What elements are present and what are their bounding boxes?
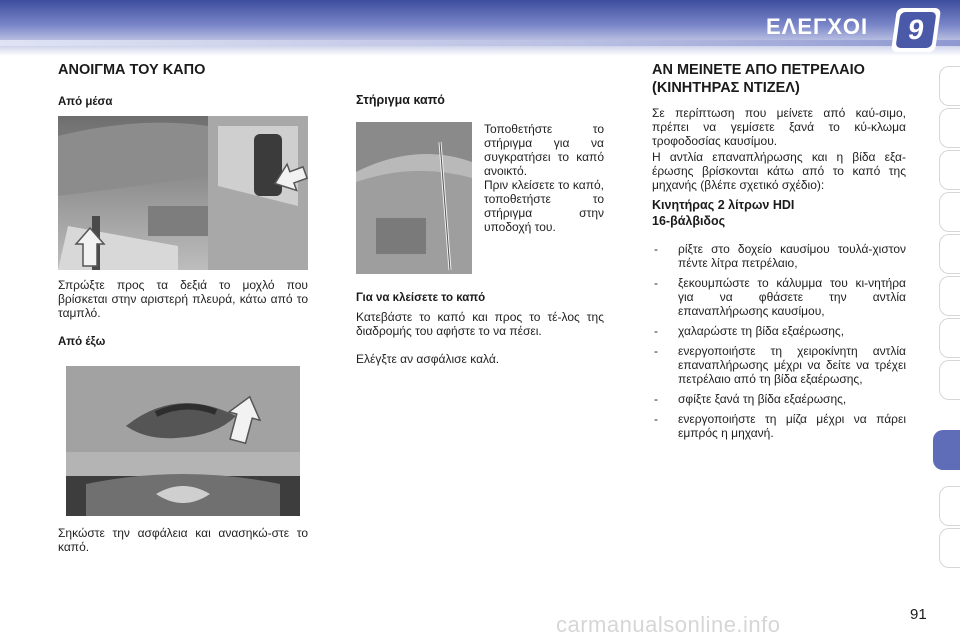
- close-instruction-1: Κατεβάστε το καπό και προς το τέ-λος της διαδρομής του αφήστε το να πέσει.: [356, 310, 604, 338]
- priming-steps-list: [652, 242, 906, 446]
- side-tab[interactable]: [939, 192, 960, 232]
- section-title-run-out-of-fuel: ΑΝ ΜΕΙΝΕΤΕ ΑΠΟ ΠΕΤΡΕΛΑΙΟ: [652, 62, 865, 78]
- list-item: - ρίξτε στο δοχείο καυσίμου τουλά-χιστον πέντε λίτρα πετρέλαιο,: [652, 242, 906, 270]
- side-tab[interactable]: [939, 486, 960, 526]
- side-tab[interactable]: [939, 318, 960, 358]
- photo-interior-release-lever: [58, 116, 308, 270]
- section-title-diesel-engine: (ΚΙΝΗΤΗΡΑΣ ΝΤΙΖΕΛ): [652, 80, 800, 96]
- close-instruction-2: Ελέγξτε αν ασφάλισε καλά.: [356, 352, 500, 366]
- side-tab[interactable]: [939, 108, 960, 148]
- inside-instruction-text: Σπρώξτε προς τα δεξιά το μοχλό που βρίσκεται στην αριστερή πλευρά, κάτω από το ταμπλό.: [58, 278, 308, 320]
- side-tab[interactable]: [939, 150, 960, 190]
- page-number: 91: [910, 606, 927, 623]
- side-tab[interactable]: [939, 234, 960, 274]
- subheading-from-inside: Από μέσα: [58, 96, 113, 108]
- support-instruction-2: Πριν κλείσετε το καπό, τοποθετήστε το στήριγμα στην υποδοχή του.: [484, 178, 604, 234]
- outside-instruction-text: Σηκώστε την ασφάλεια και ανασηκώ-στε το καπό.: [58, 526, 308, 554]
- side-tab[interactable]: [939, 360, 960, 400]
- section-title-open-bonnet: ΑΝΟΙΓΜΑ ΤΟΥ ΚΑΠΟ: [58, 62, 206, 78]
- subheading-engine-valves: 16-βάλβιδος: [652, 214, 726, 228]
- list-item: - ενεργοποιήστε τη χειροκίνητη αντλία επαναπλήρωσης μέχρι να δείτε να τρέχει πετρέλαιο από τη βίδα εξαέρωσης,: [652, 344, 906, 386]
- list-item: - σφίξτε ξανά τη βίδα εξαέρωσης,: [652, 392, 906, 406]
- side-tab[interactable]: [939, 528, 960, 568]
- watermark: carmanualsonline.info: [556, 612, 781, 637]
- subheading-to-close-bonnet: Για να κλείσετε το καπό: [356, 292, 486, 304]
- side-tab[interactable]: [939, 276, 960, 316]
- header-band: [0, 40, 960, 46]
- list-item: - χαλαρώστε τη βίδα εξαέρωσης,: [652, 324, 906, 338]
- subheading-engine: Κινητήρας 2 λίτρων HDI: [652, 198, 795, 212]
- chapter-number-badge: [891, 8, 941, 52]
- chapter-side-tabs: [934, 66, 960, 576]
- fuel-paragraph-1: Σε περίπτωση που μείνετε από καύ-σιμο, πρέπει να γεμίσετε ξανά το κύ-κλωμα τροφοδοσίας καυσίμου.: [652, 106, 906, 148]
- side-tab-active[interactable]: [933, 430, 960, 470]
- support-instruction-1: Τοποθετήστε το στήριγμα για να συγκρατήσει το καπό ανοικτό.: [484, 122, 604, 178]
- list-item: - ξεκουμπώστε το κάλυμμα του κι-νητήρα για να φθάσετε την αντλία επαναπλήρωσης καυσίμου,: [652, 276, 906, 318]
- section-title-bonnet-support: Στήριγμα καπό: [356, 93, 445, 107]
- photo-bonnet-safety-catch: [66, 366, 300, 516]
- side-tab[interactable]: [939, 66, 960, 106]
- subheading-from-outside: Από έξω: [58, 336, 106, 348]
- fuel-paragraph-2: Η αντλία επαναπλήρωσης και η βίδα εξα-έρωσης βρίσκονται κάτω από το καπό της μηχανής (βλέπε σχετικό σχέδιο):: [652, 150, 906, 192]
- list-item: - ενεργοποιήστε τη μίζα μέχρι να πάρει εμπρός η μηχανή.: [652, 412, 906, 440]
- chapter-number: 9: [895, 12, 936, 48]
- chapter-title: ΕΛΕΓΧΟΙ: [766, 14, 869, 39]
- photo-bonnet-support-rod: [356, 122, 472, 274]
